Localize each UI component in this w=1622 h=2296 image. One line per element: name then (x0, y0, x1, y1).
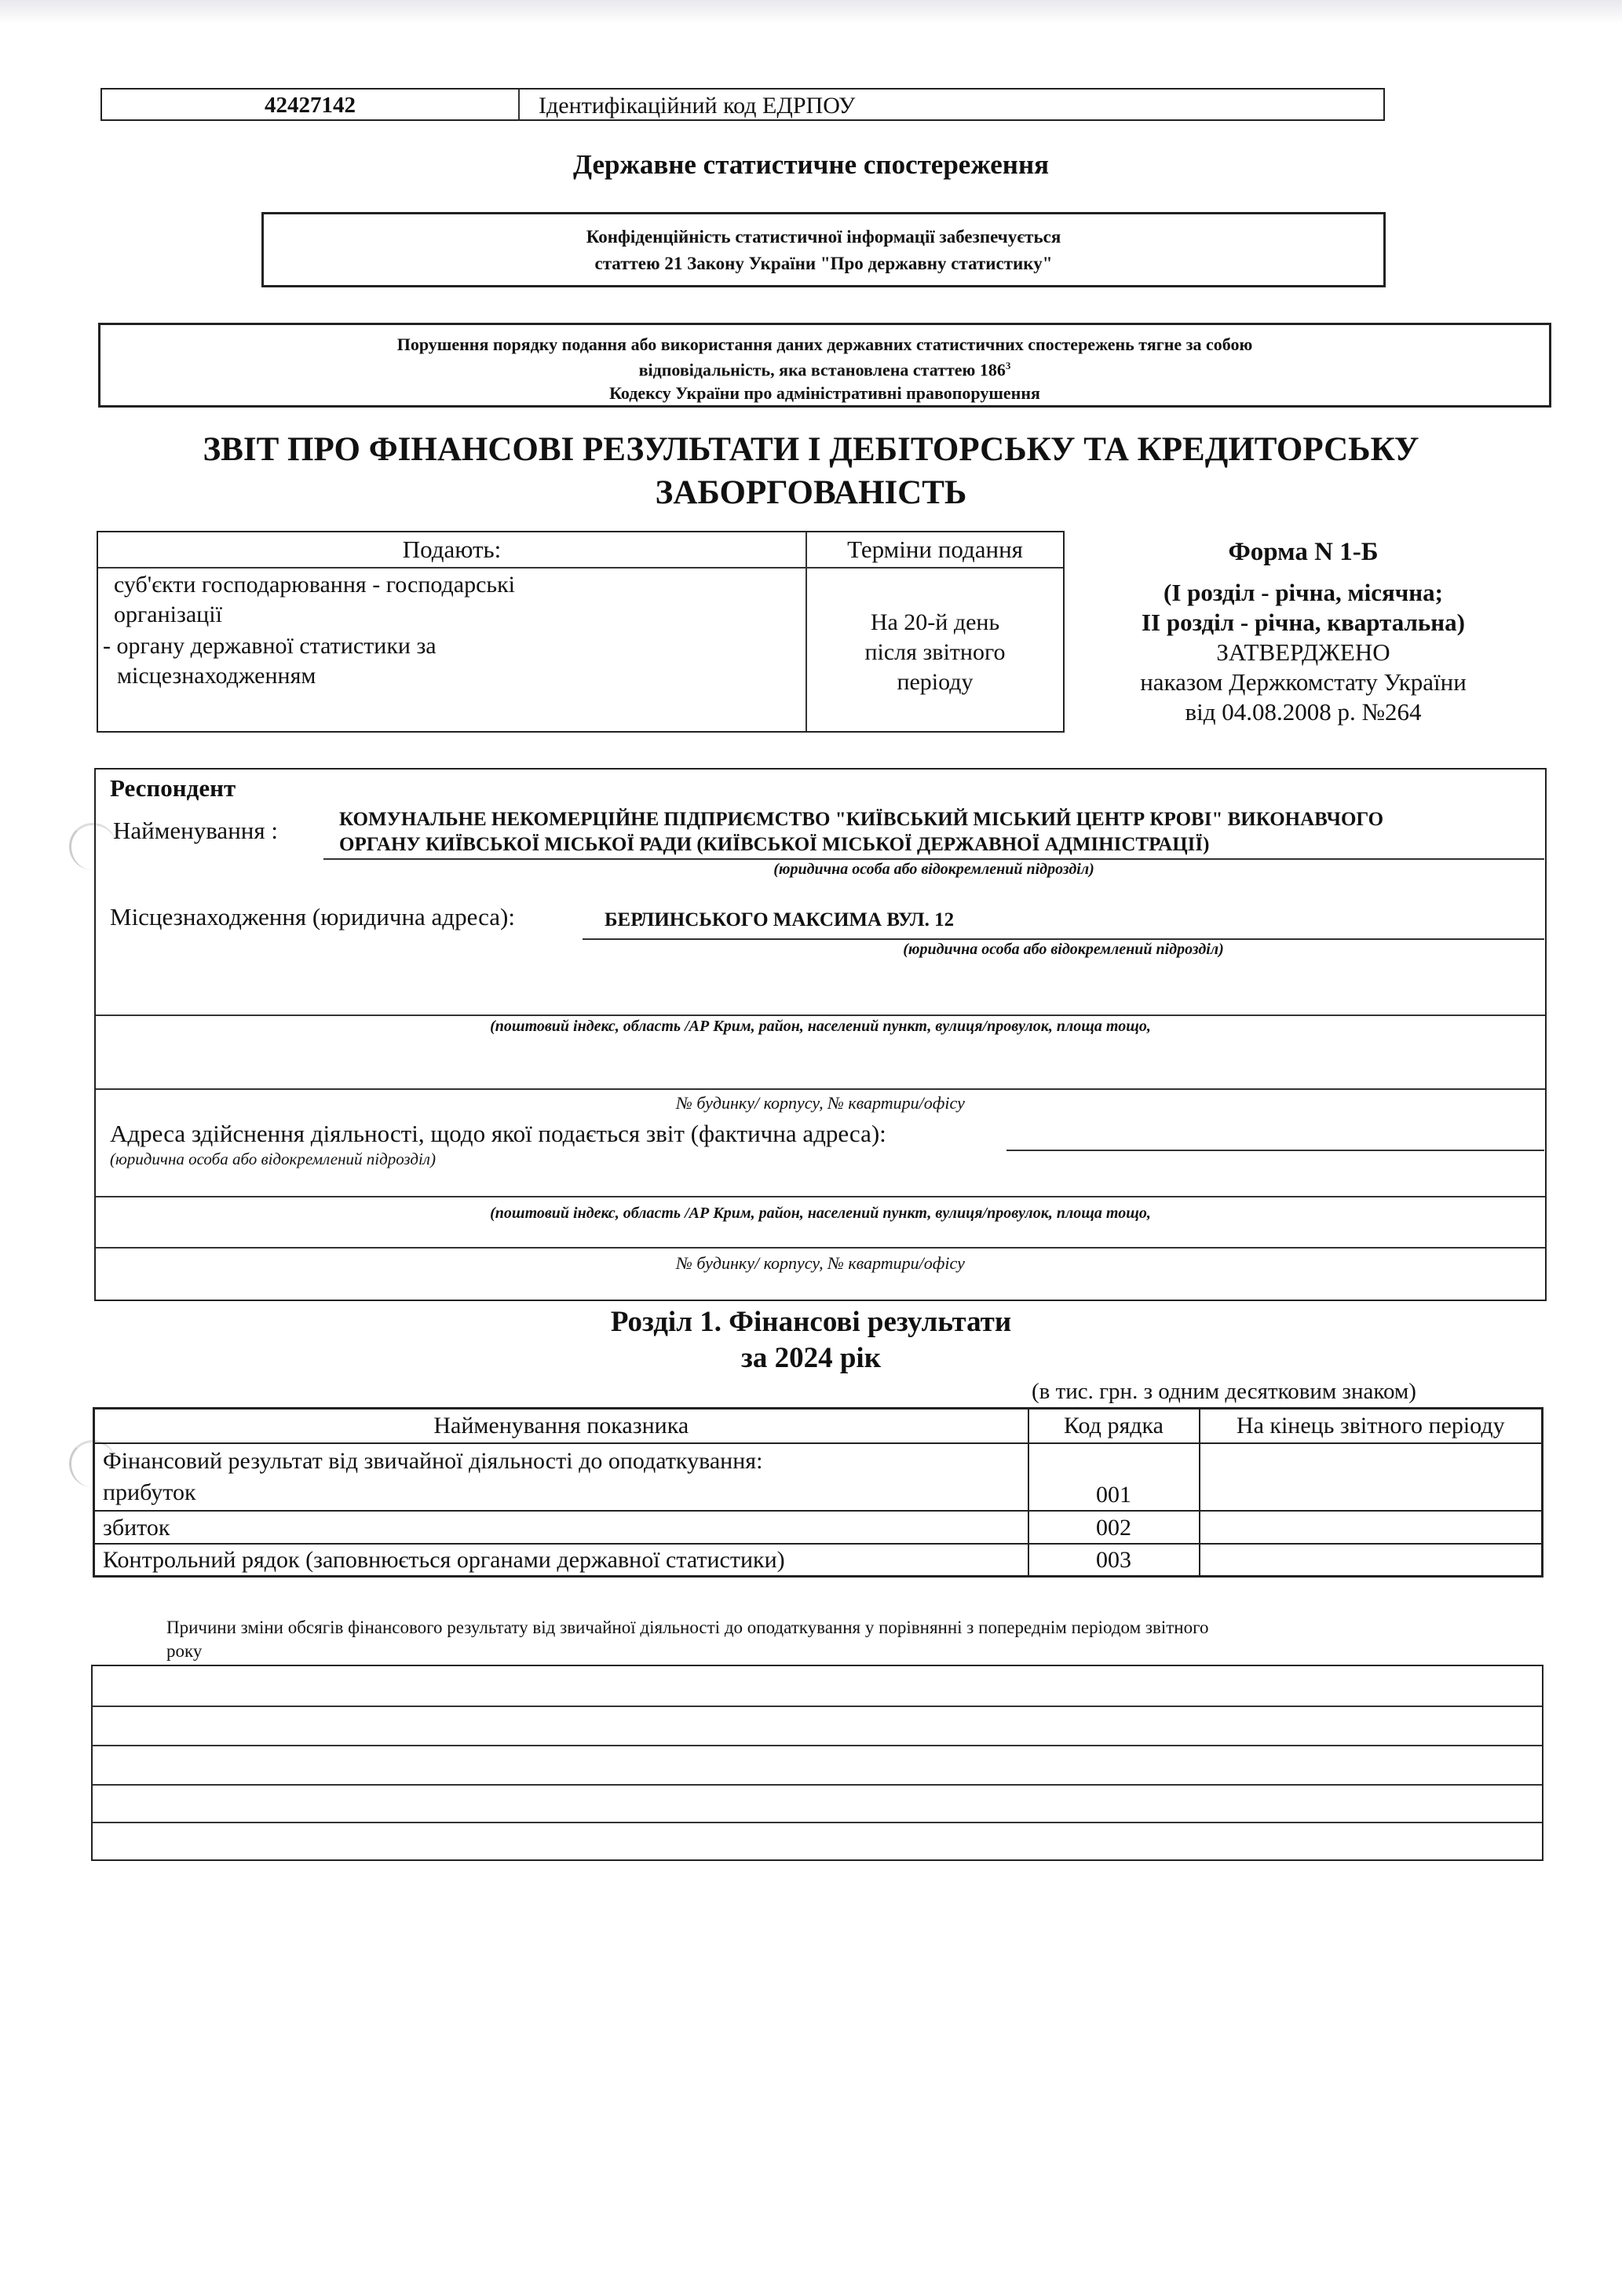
submit-term-line2: після звітного (864, 639, 1006, 665)
location-label: Місцезнаходження (юридична адреса): (110, 903, 515, 930)
postal-address-note-1: (поштовий індекс, область /АР Крим, район, населений пункт, вулиця/провулок, площа тощо, (490, 1018, 1151, 1035)
row-code: 002 (1028, 1511, 1200, 1544)
submit-table (97, 531, 1065, 733)
table-row (94, 1443, 1543, 1511)
violation-line3: Кодексу України про адміністративні правопорушення (609, 383, 1040, 403)
confidentiality-line1: Конфіденційність статистичної інформації забезпечується (586, 227, 1061, 247)
respondent-name-line1: КОМУНАЛЬНЕ НЕКОМЕРЦІЙНЕ ПІДПРИЄМСТВО "КИЇВСЬКИЙ МІСЬКИЙ ЦЕНТР КРОВІ" ВИКОНАВЧОГО (339, 809, 1384, 830)
row-value-cell[interactable] (1200, 1443, 1543, 1511)
reasons-line1: Причини зміни обсягів фінансового результату від звичайної діяльності до оподаткування у порівнянні з попереднім періодом звітного (166, 1618, 1209, 1637)
form-date: від 04.08.2008 р. №264 (1185, 698, 1422, 726)
form-section2-period: ІІ розділ - річна, квартальна) (1141, 609, 1465, 636)
legal-entity-note-3: (юридична особа або відокремлений підрозділ) (110, 1150, 436, 1168)
reasons-lines-box (91, 1665, 1543, 1861)
form-approved: ЗАТВЕРДЖЕНО (1216, 638, 1390, 666)
report-title-line2: ЗАБОРГОВАНІСТЬ (655, 474, 967, 511)
table-row (94, 1511, 1543, 1544)
edrpou-label: Ідентифікаційний код ЕДРПОУ (539, 93, 856, 119)
respondent-name-label: Найменування : (113, 817, 278, 844)
section1-units: (в тис. грн. з одним десятковим знаком) (1032, 1379, 1416, 1404)
legal-entity-note-1: (юридична особа або відокремлений підрозділ) (773, 861, 1094, 878)
confidentiality-box (261, 212, 1386, 287)
submit-term-line3: періоду (897, 669, 974, 695)
location-value: БЕРЛИНСЬКОГО МАКСИМА ВУЛ. 12 (605, 909, 955, 930)
submit-col1-header: Подають: (402, 536, 502, 563)
scan-shading (0, 0, 1622, 24)
violation-box (98, 323, 1551, 408)
edrpou-code: 42427142 (265, 93, 356, 118)
form-order: наказом Держкомстату України (1140, 668, 1467, 696)
financial-results-table (93, 1407, 1543, 1578)
postal-address-note-2: (поштовий індекс, область /АР Крим, район, населений пункт, вулиця/провулок, площа тощо, (490, 1205, 1151, 1222)
building-note-2: № будинку/ корпусу, № квартири/офісу (676, 1253, 965, 1273)
section1-period: за 2024 рік (740, 1342, 882, 1374)
form-section1-period: (І розділ - річна, місячна; (1164, 579, 1443, 606)
row-indicator-name: Контрольний рядок (заповнюється органами державної статистики) (94, 1544, 1028, 1577)
row-indicator-name: Фінансовий результат від звичайної діяльності до оподаткування: прибуток (94, 1443, 1028, 1511)
respondent-block (94, 768, 1547, 1301)
respondent-name-line2: ОРГАНУ КИЇВСЬКОЇ МІСЬКОЇ РАДИ (КИЇВСЬКОЇ МІСЬКОЇ ДЕРЖАВНОЇ АДМІНІСТРАЦІЇ) (339, 834, 1210, 855)
table-row (94, 1544, 1543, 1577)
submit-who-line4: місцезнаходженням (117, 663, 316, 689)
header-period-end: На кінець звітного періоду (1200, 1409, 1543, 1443)
table-header-row (94, 1409, 1543, 1443)
row-code: 001 (1028, 1443, 1200, 1511)
observation-title: Державне статистичне спостереження (572, 149, 1050, 180)
header-row-code: Код рядка (1028, 1409, 1200, 1443)
actual-address-label: Адреса здійснення діяльності, щодо якої подається звіт (фактична адреса): (110, 1120, 886, 1147)
form-number: Форма N 1-Б (1228, 538, 1379, 566)
reasons-line2: року (166, 1641, 203, 1661)
row-code: 003 (1028, 1544, 1200, 1577)
confidentiality-line2: статтею 21 Закону України "Про державну статистику" (594, 254, 1053, 273)
violation-line1: Порушення порядку подання або використання даних державних статистичних спостережень тягне за собою (396, 335, 1253, 354)
edrpou-box (100, 88, 1385, 121)
violation-line2: відповідальність, яка встановлена статтею $186^3$ (638, 360, 1011, 380)
form-info (1068, 537, 1539, 727)
submit-who-line2: організації (114, 601, 222, 627)
submit-who-line1: суб'єкти господарювання - господарські (114, 572, 515, 598)
submit-term-line1: На 20-й день (870, 609, 1000, 635)
row-value-cell[interactable] (1200, 1544, 1543, 1577)
section1-title: Розділ 1. Фінансові результати (610, 1306, 1012, 1338)
legal-entity-note-2: (юридична особа або відокремлений підрозділ) (903, 941, 1224, 958)
header-indicator-name: Найменування показника (94, 1409, 1028, 1443)
submit-col2-header: Терміни подання (847, 536, 1023, 563)
building-note-1: № будинку/ корпусу, № квартири/офісу (676, 1093, 965, 1113)
row-indicator-name: збиток (94, 1511, 1028, 1544)
respondent-title: Респондент (110, 774, 236, 802)
submit-who-line3: - органу державної статистики за (103, 633, 437, 659)
row-value-cell[interactable] (1200, 1511, 1543, 1544)
report-title-line1: ЗВІТ ПРО ФІНАНСОВІ РЕЗУЛЬТАТИ І ДЕБІТОРСЬКУ ТА КРЕДИТОРСЬКУ (203, 431, 1419, 468)
